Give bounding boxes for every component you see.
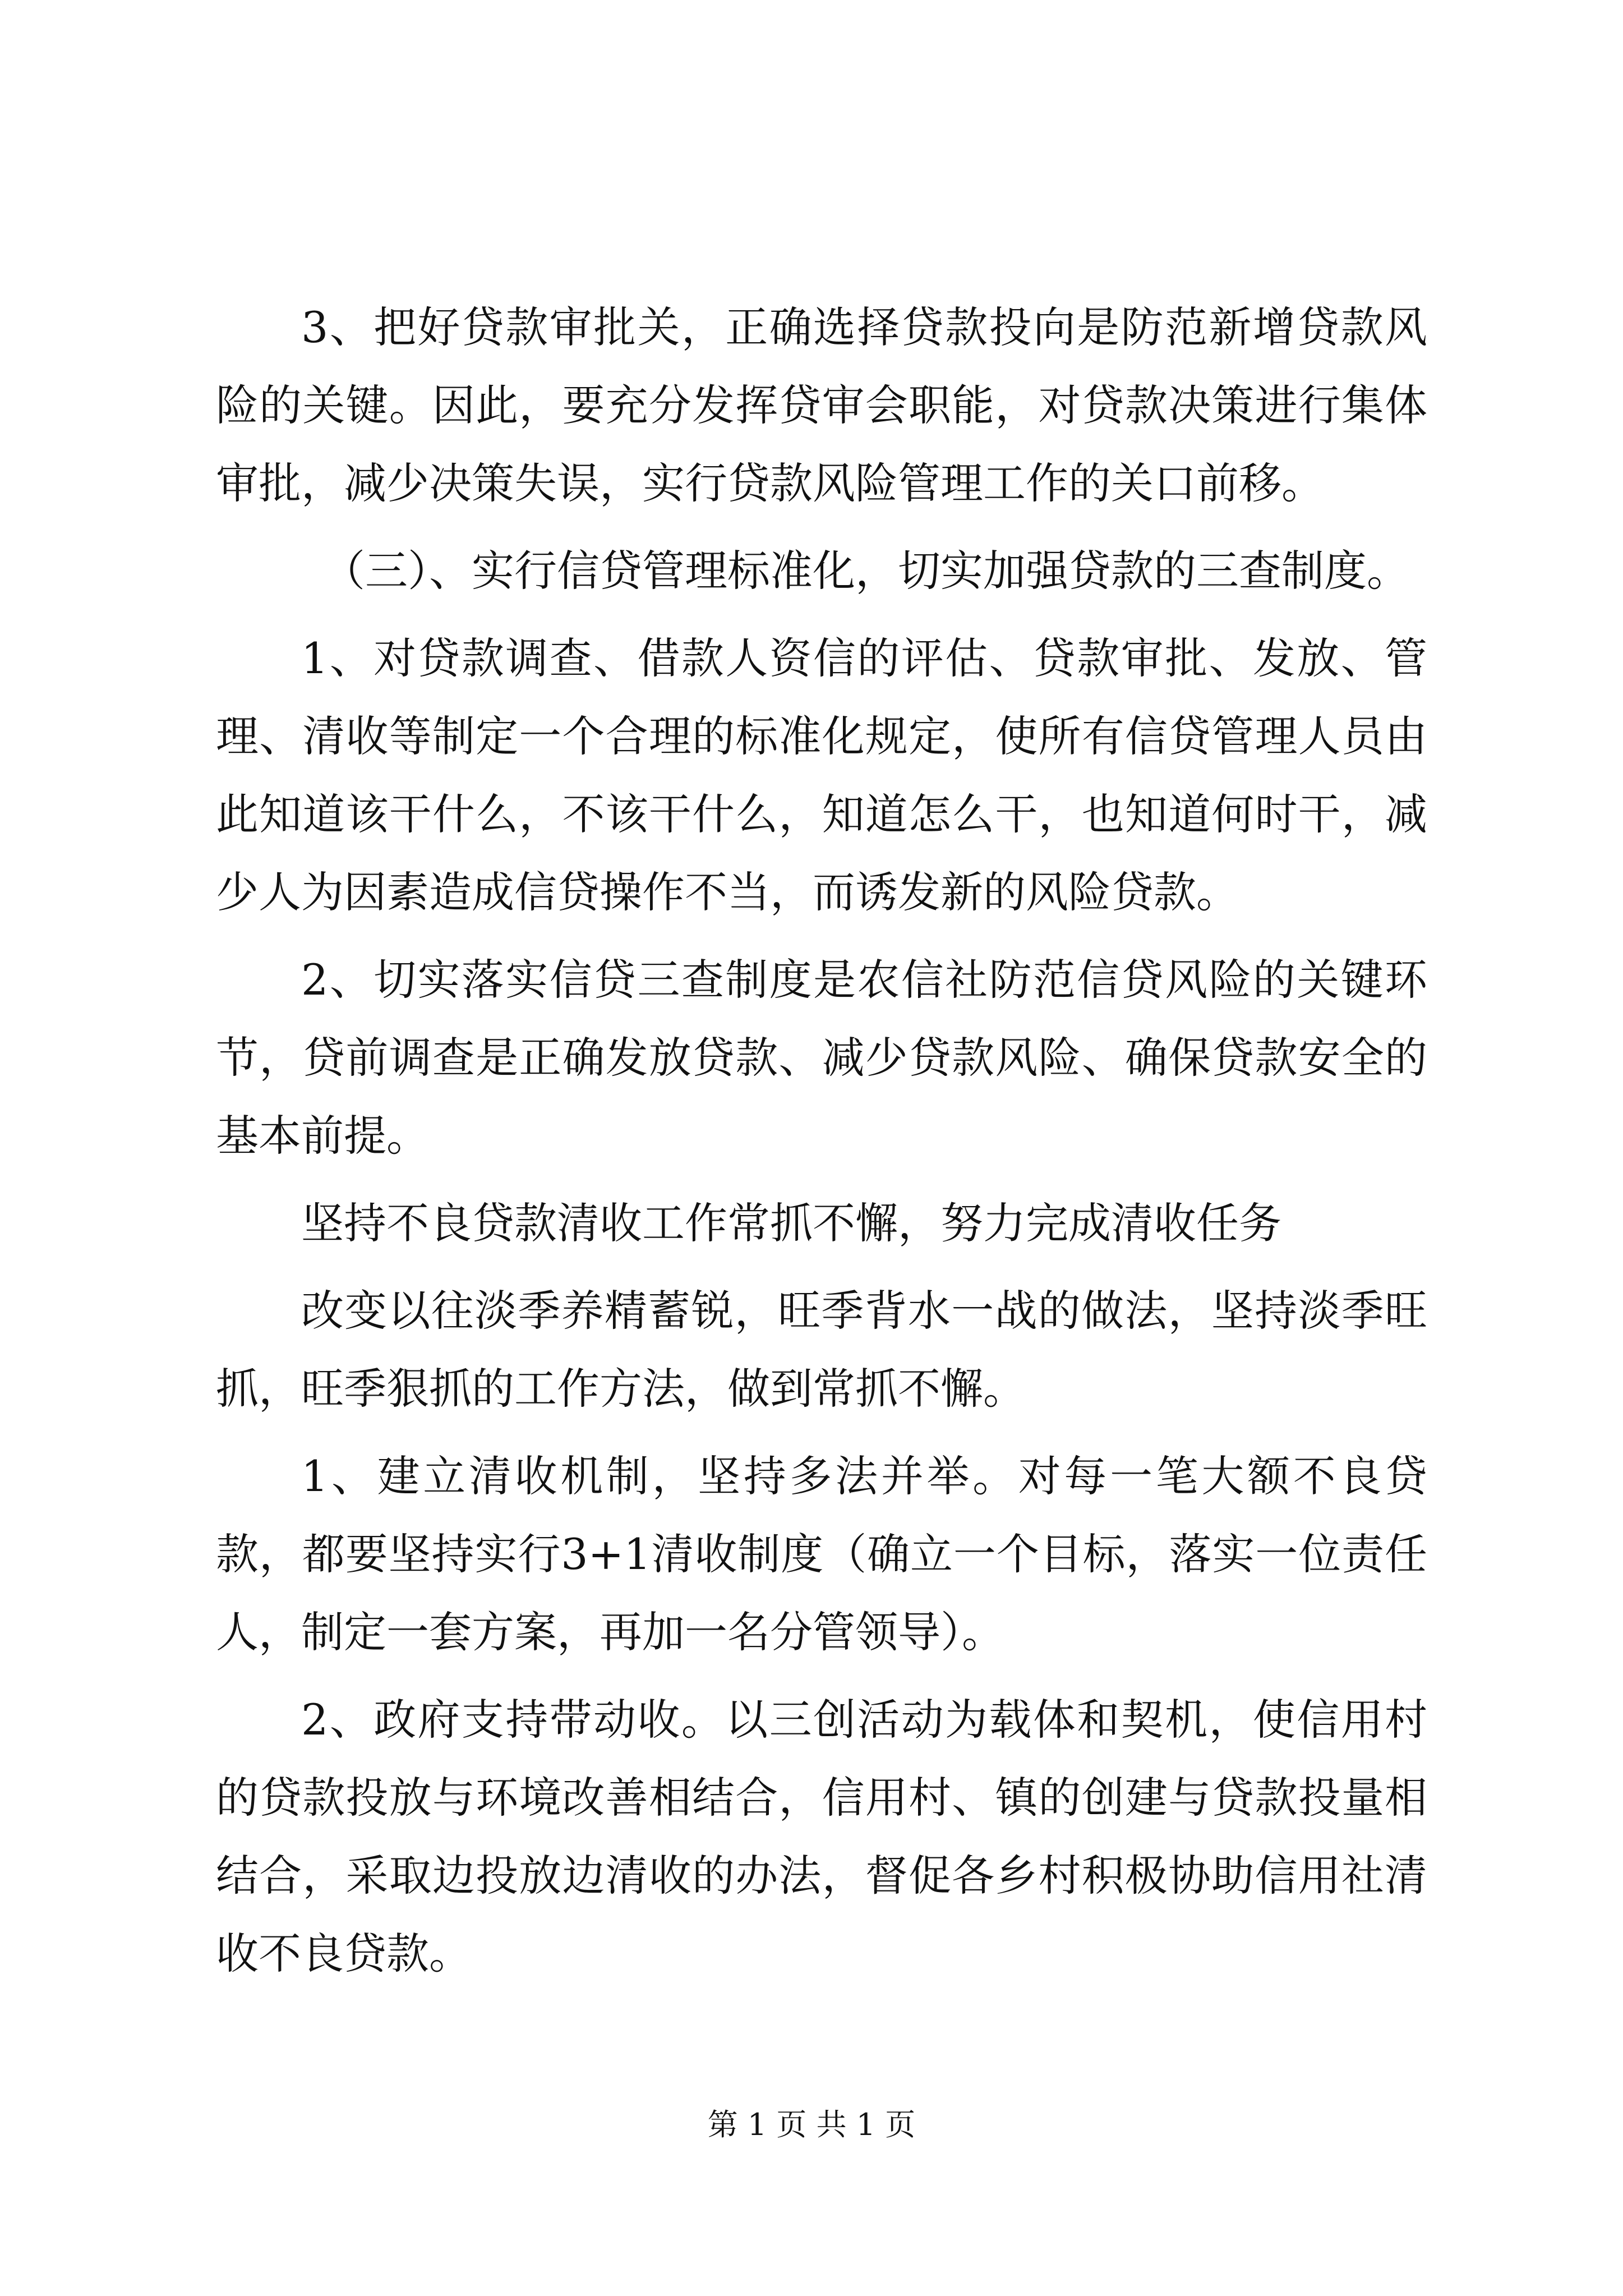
section-heading-bad-loan-collection: 坚持不良贷款清收工作常抓不懈，努力完成清收任务: [301, 1198, 1281, 1248]
paragraph-working-method: 改变以往淡季养精蓄锐，旺季背水一战的做法，坚持淡季旺抓，旺季狠抓的工作方法，做到常抓不懈。: [216, 1286, 1427, 1414]
paragraph-loan-approval: 3、把好贷款审批关，正确选择贷款投向是防范新增贷款风险的关键。因此，要充分发挥贷审会职能，对贷款决策进行集体审批，减少决策失误，实行贷款风险管理工作的关口前移。: [216, 302, 1427, 508]
document-body: [216, 288, 1427, 2002]
paragraph-standardized-rules: 1、对贷款调查、借款人资信的评估、贷款审批、发放、管理、清收等制定一个合理的标准化规定，使所有信贷管理人员由此知道该干什么，不该干什么，知道怎么干，也知道何时干，减少人为因素造成信贷操作不当，而诱发新的风险贷款。: [216, 633, 1427, 917]
paragraph-government-support: 2、政府支持带动收。以三创活动为载体和契机，使信用村的贷款投放与环境改善相结合，信用村、镇的创建与贷款投量相结合，采取边投放边清收的办法，督促各乡村积极协助信用社清收不良贷款。: [216, 1695, 1427, 1978]
paragraph-three-checks: 2、切实落实信贷三查制度是农信社防范信贷风险的关键环节，贷前调查是正确发放贷款、减少贷款风险、确保贷款安全的基本前提。: [216, 955, 1427, 1161]
paragraph-collection-mechanism: 1、建立清收机制，坚持多法并举。对每一笔大额不良贷款，都要坚持实行3+1清收制度（确立一个目标，落实一位责任人，制定一套方案，再加一名分管领导）。: [216, 1451, 1427, 1657]
section-heading-credit-standardization: （三）、实行信贷管理标准化，切实加强贷款的三查制度。: [322, 546, 1409, 596]
page-number-footer: 第 1 页 共 1 页: [707, 2107, 916, 2142]
